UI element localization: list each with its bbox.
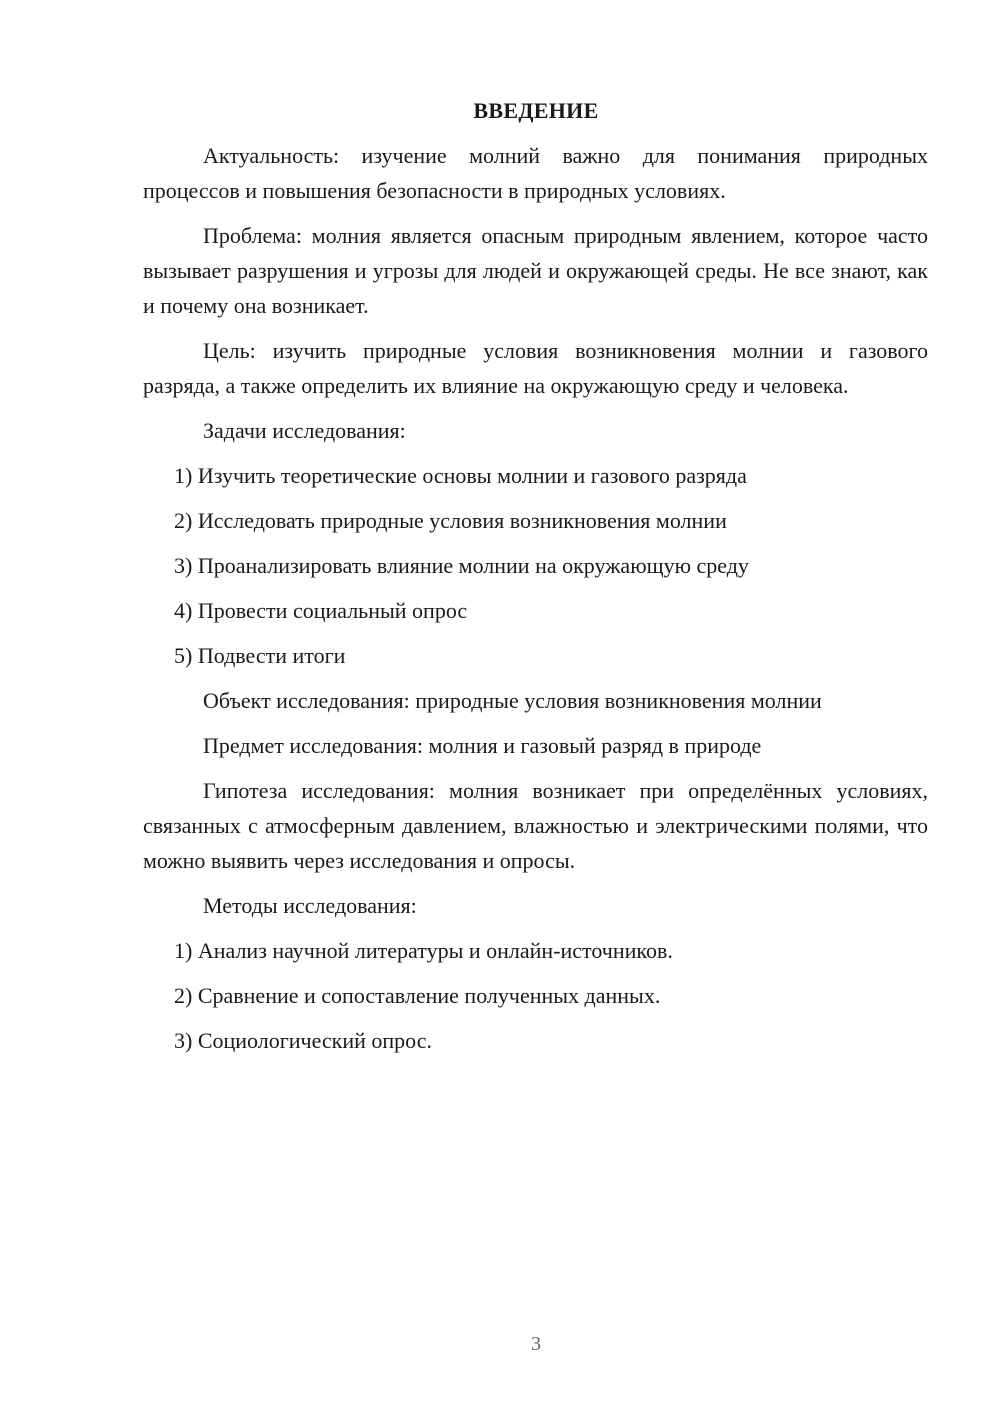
- page-number: 3: [531, 1333, 541, 1355]
- method-item: 3) Социологический опрос.: [174, 1028, 432, 1053]
- hypothesis-paragraph: Гипотеза исследования: молния возникает при определённых условиях, связанных с атмосферным давлением, влажностью и электрическими полями, что можно выявить через исследования и опросы.: [143, 778, 928, 873]
- tasks-heading: Задачи исследования:: [203, 418, 406, 443]
- task-item: 1) Изучить теоретические основы молнии и газового разряда: [174, 463, 747, 488]
- methods-heading: Методы исследования:: [203, 893, 417, 918]
- section-title: ВВЕДЕНИЕ: [473, 98, 599, 123]
- task-item: 5) Подвести итоги: [174, 643, 346, 668]
- method-item: 2) Сравнение и сопоставление полученных данных.: [174, 983, 661, 1008]
- relevance-paragraph: Актуальность: изучение молний важно для понимания природных процессов и повышения безопасности в природных условиях.: [143, 143, 928, 203]
- subject-line: Предмет исследования: молния и газовый разряд в природе: [203, 733, 762, 758]
- task-item: 4) Провести социальный опрос: [174, 598, 468, 623]
- goal-paragraph: Цель: изучить природные условия возникновения молнии и газового разряда, а также определить их влияние на окружающую среду и человека.: [143, 338, 928, 398]
- document-body: [143, 93, 928, 1068]
- problem-paragraph: Проблема: молния является опасным природным явлением, которое часто вызывает разрушения и угрозы для людей и окружающей среды. Не все знают, как и почему она возникает.: [143, 223, 928, 318]
- object-line: Объект исследования: природные условия возникновения молнии: [203, 688, 822, 713]
- task-item: 2) Исследовать природные условия возникновения молнии: [174, 508, 727, 533]
- task-item: 3) Проанализировать влияние молнии на окружающую среду: [174, 553, 749, 578]
- method-item: 1) Анализ научной литературы и онлайн-источников.: [174, 938, 673, 963]
